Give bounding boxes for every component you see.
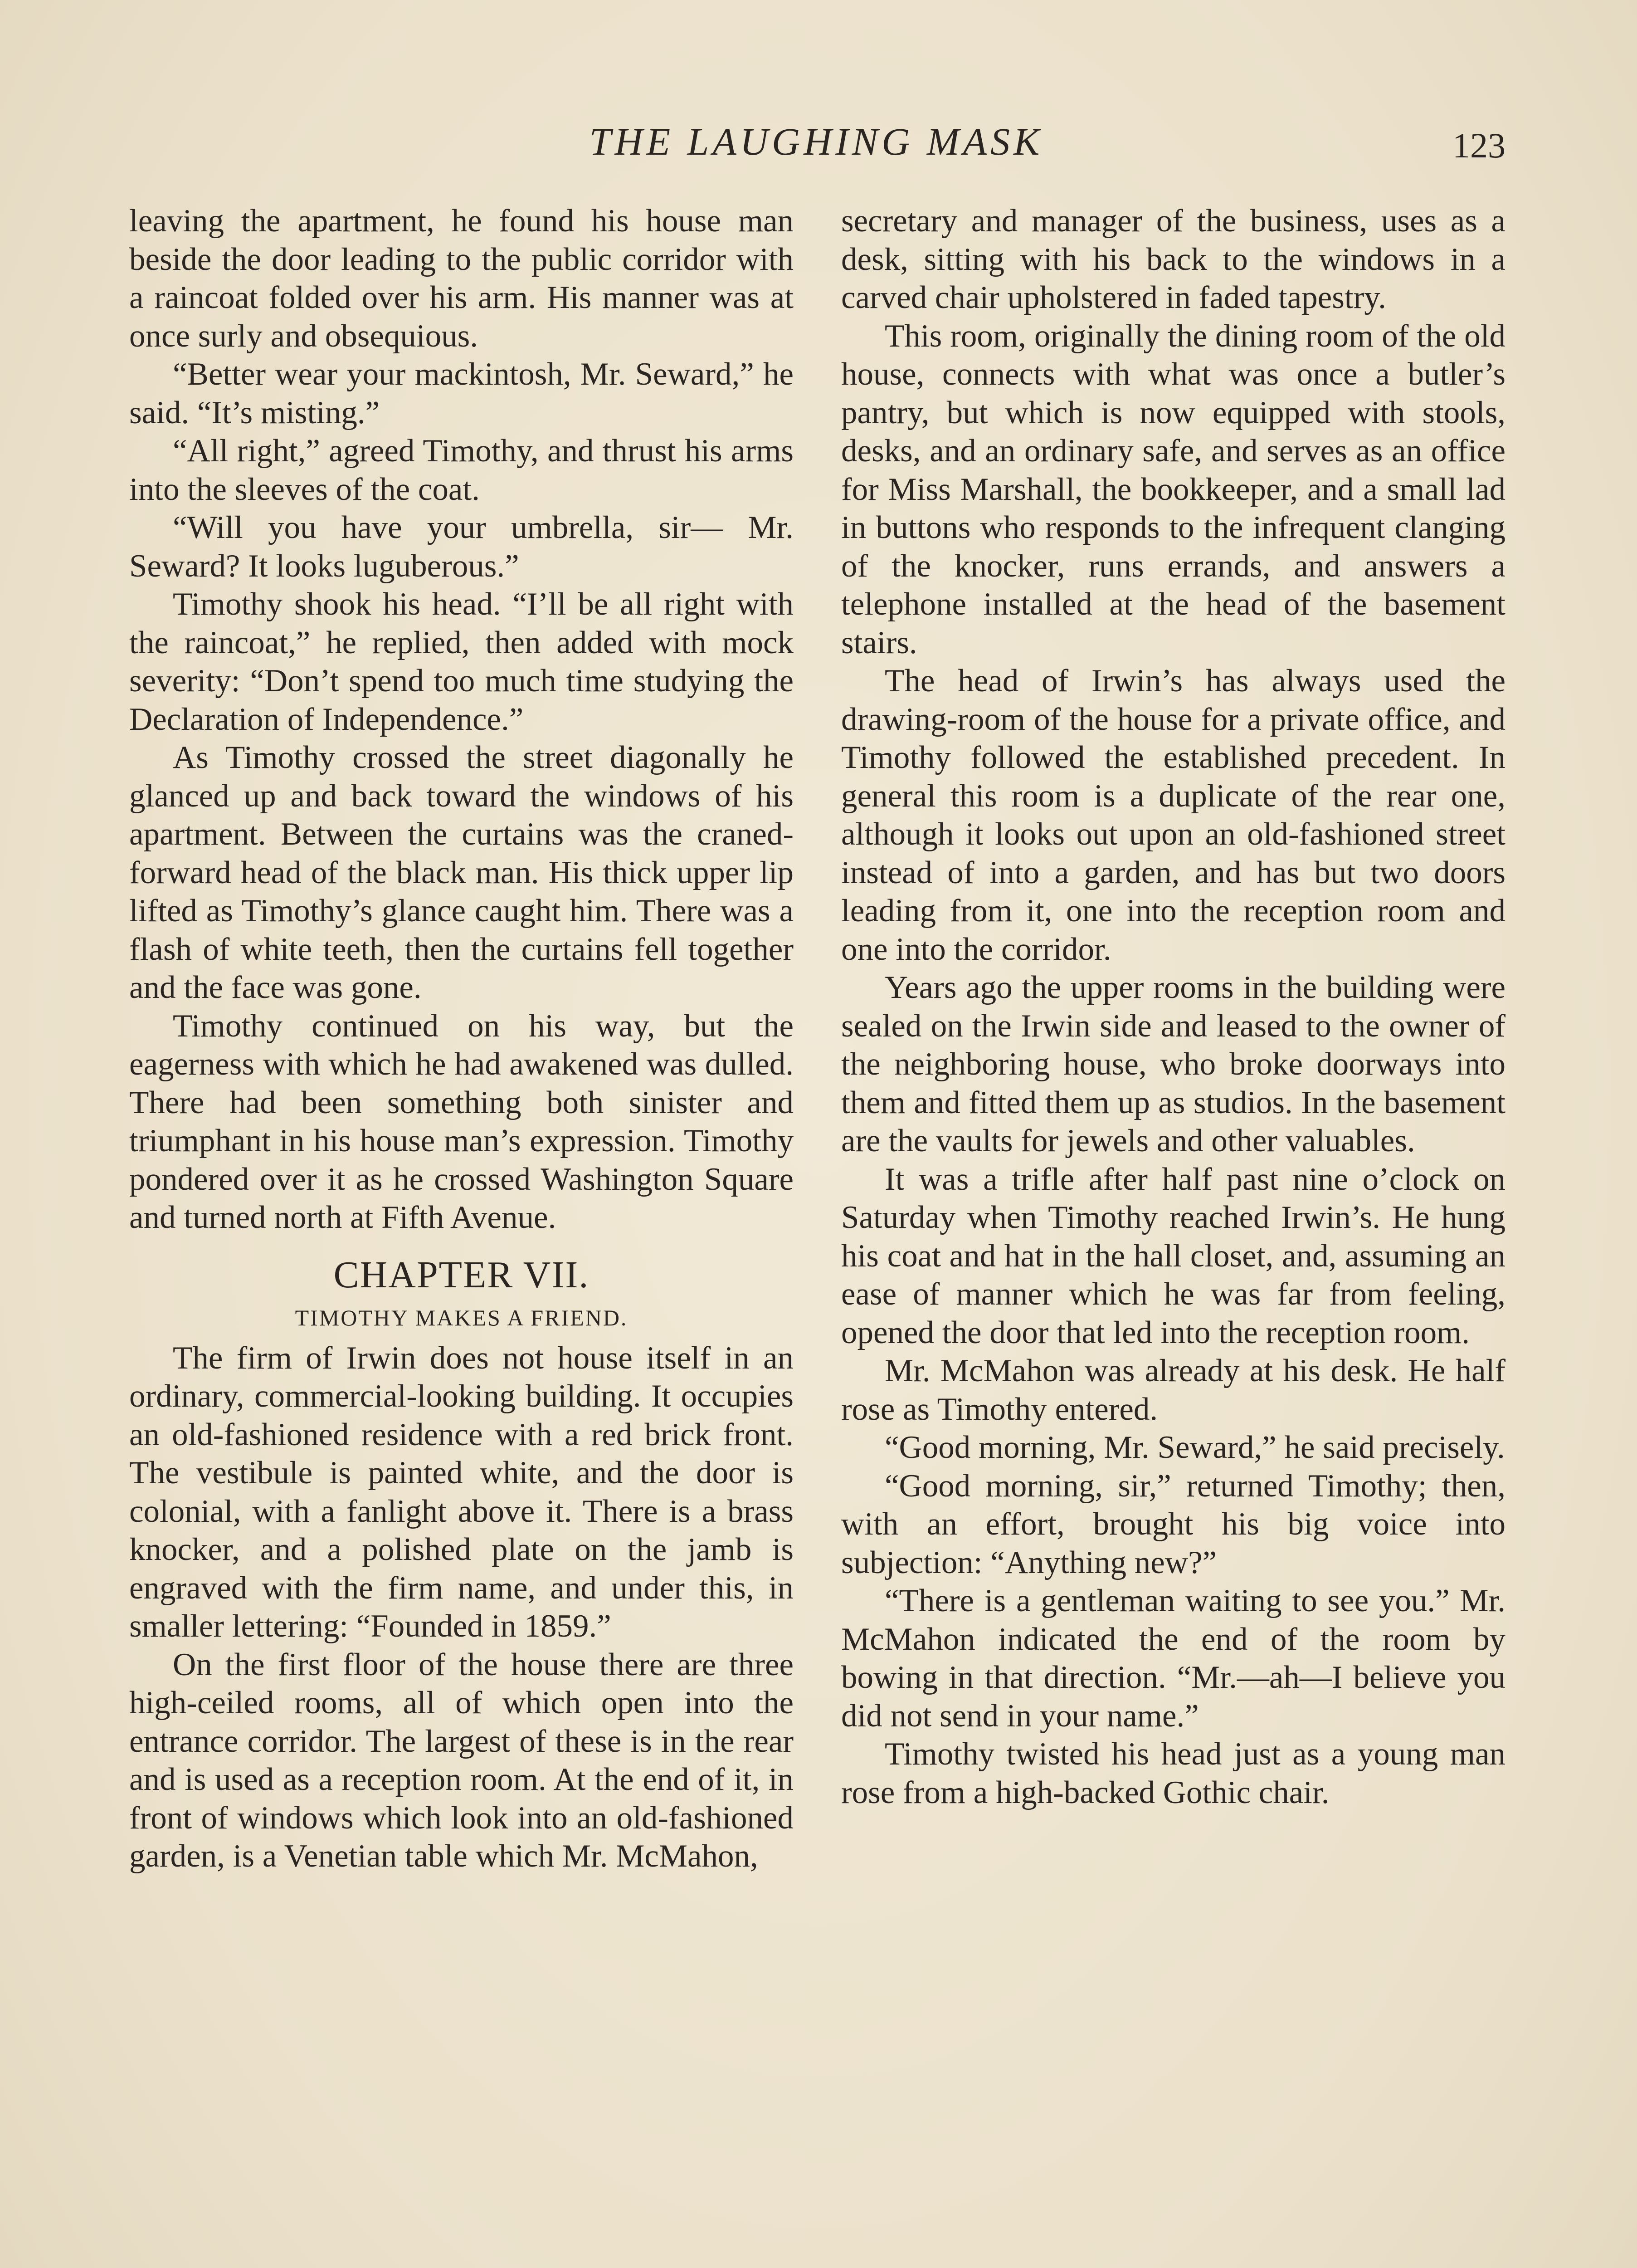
paragraph: Timothy shook his head. “I’ll be all right with the raincoat,” he replied, then added with mock severity: “Don’t spend too much time studying the Declaration of Independence.” (129, 587, 794, 737)
right-column (841, 202, 1505, 1812)
paragraph: This room, originally the dining room of the old house, connects with what was once a butler’s pantry, but which is now equipped with stools, desks, and an ordinary safe, and serves as an office for Miss Marshall, the bookkeeper, and a small lad in buttons who responds to the infrequent clanging of the knocker, runs errands, and answers a telephone installed at the head of the basement stairs. (841, 318, 1505, 660)
paragraph: secretary and manager of the business, uses as a desk, sitting with his back to the windows in a carved chair upholstered in faded tapestry. (841, 203, 1505, 315)
paragraph: “Good morning, Mr. Seward,” he said precisely. (885, 1430, 1505, 1465)
paragraph: It was a trifle after half past nine o’clock on Saturday when Timothy reached Irwin’s. He hung his coat and hat in the hall closet, and, assuming an ease of manner which he was far from feeling, opened the door that led into the reception room. (841, 1161, 1505, 1350)
chapter-heading: CHAPTER VII. (333, 1253, 590, 1296)
paragraph: Mr. McMahon was already at his desk. He half rose as Timothy entered. (841, 1353, 1505, 1427)
paragraph: “Good morning, sir,” returned Timothy; then, with an effort, brought his big voice into subjection: “Anything new?” (841, 1468, 1505, 1580)
paragraph: As Timothy crossed the street diagonally he glanced up and back toward the windows of his apartment. Between the curtains was the craned-forward head of the black man. His thick upper lip lifted as Timothy’s glance caught him. There was a flash of white teeth, then the curtains fell together and the face was gone. (129, 740, 794, 1005)
paragraph: “Will you have your umbrella, sir— Mr. Seward? It looks luguberous.” (129, 510, 794, 584)
paragraph: “There is a gentleman waiting to see you.” Mr. McMahon indicated the end of the room by bowing in that direction. “Mr.—ah—I believe you did not send in your name.” (841, 1583, 1505, 1734)
page-number: 123 (1452, 126, 1505, 165)
paragraph: Years ago the upper rooms in the building were sealed on the Irwin side and leased to the owner of the neighboring house, who broke doorways into them and fitted them up as studios. In the basement are the vaults for jewels and other valuables. (841, 970, 1505, 1158)
chapter-subtitle: TIMOTHY MAKES A FRIEND. (295, 1305, 628, 1330)
left-column (129, 202, 794, 1876)
running-title: THE LAUGHING MASK (589, 120, 1043, 163)
paragraph: The firm of Irwin does not house itself in an ordinary, commercial-looking building. It occupies an old-fashioned residence with a red brick front. The vestibule is painted white, and the door is colonial, with a fanlight above it. There is a brass knocker, and a polished plate on the jamb is engraved with the firm name, and under this, in smaller lettering: “Founded in 1859.” (129, 1340, 794, 1644)
paragraph: leaving the apartment, he found his house man beside the door leading to the public corridor with a raincoat folded over his arm. His manner was at once surly and obsequious. (129, 203, 794, 354)
paragraph: Timothy continued on his way, but the eagerness with which he had awakened was dulled. There had been something both sinister and triumphant in his house man’s expression. Timothy pondered over it as he crossed Washington Square and turned north at Fifth Avenue. (129, 1008, 794, 1235)
paragraph: The head of Irwin’s has always used the drawing-room of the house for a private office, and Timothy followed the established precedent. In general this room is a duplicate of the rear one, although it looks out upon an old-fashioned street instead of into a garden, and has but two doors leading from it, one into the reception room and one into the corridor. (841, 663, 1505, 967)
paragraph: “All right,” agreed Timothy, and thrust his arms into the sleeves of the coat. (129, 433, 794, 507)
paragraph: “Better wear your mackintosh, Mr. Seward,” he said. “It’s misting.” (129, 357, 794, 430)
paragraph: On the first floor of the house there are three high-ceiled rooms, all of which open into the entrance corridor. The largest of these is in the rear and is used as a reception room. At the end of it, in front of windows which look into an old-fashioned garden, is a Venetian table which Mr. McMahon, (129, 1647, 794, 1874)
paragraph: Timothy twisted his head just as a young man rose from a high-backed Gothic chair. (841, 1736, 1505, 1810)
